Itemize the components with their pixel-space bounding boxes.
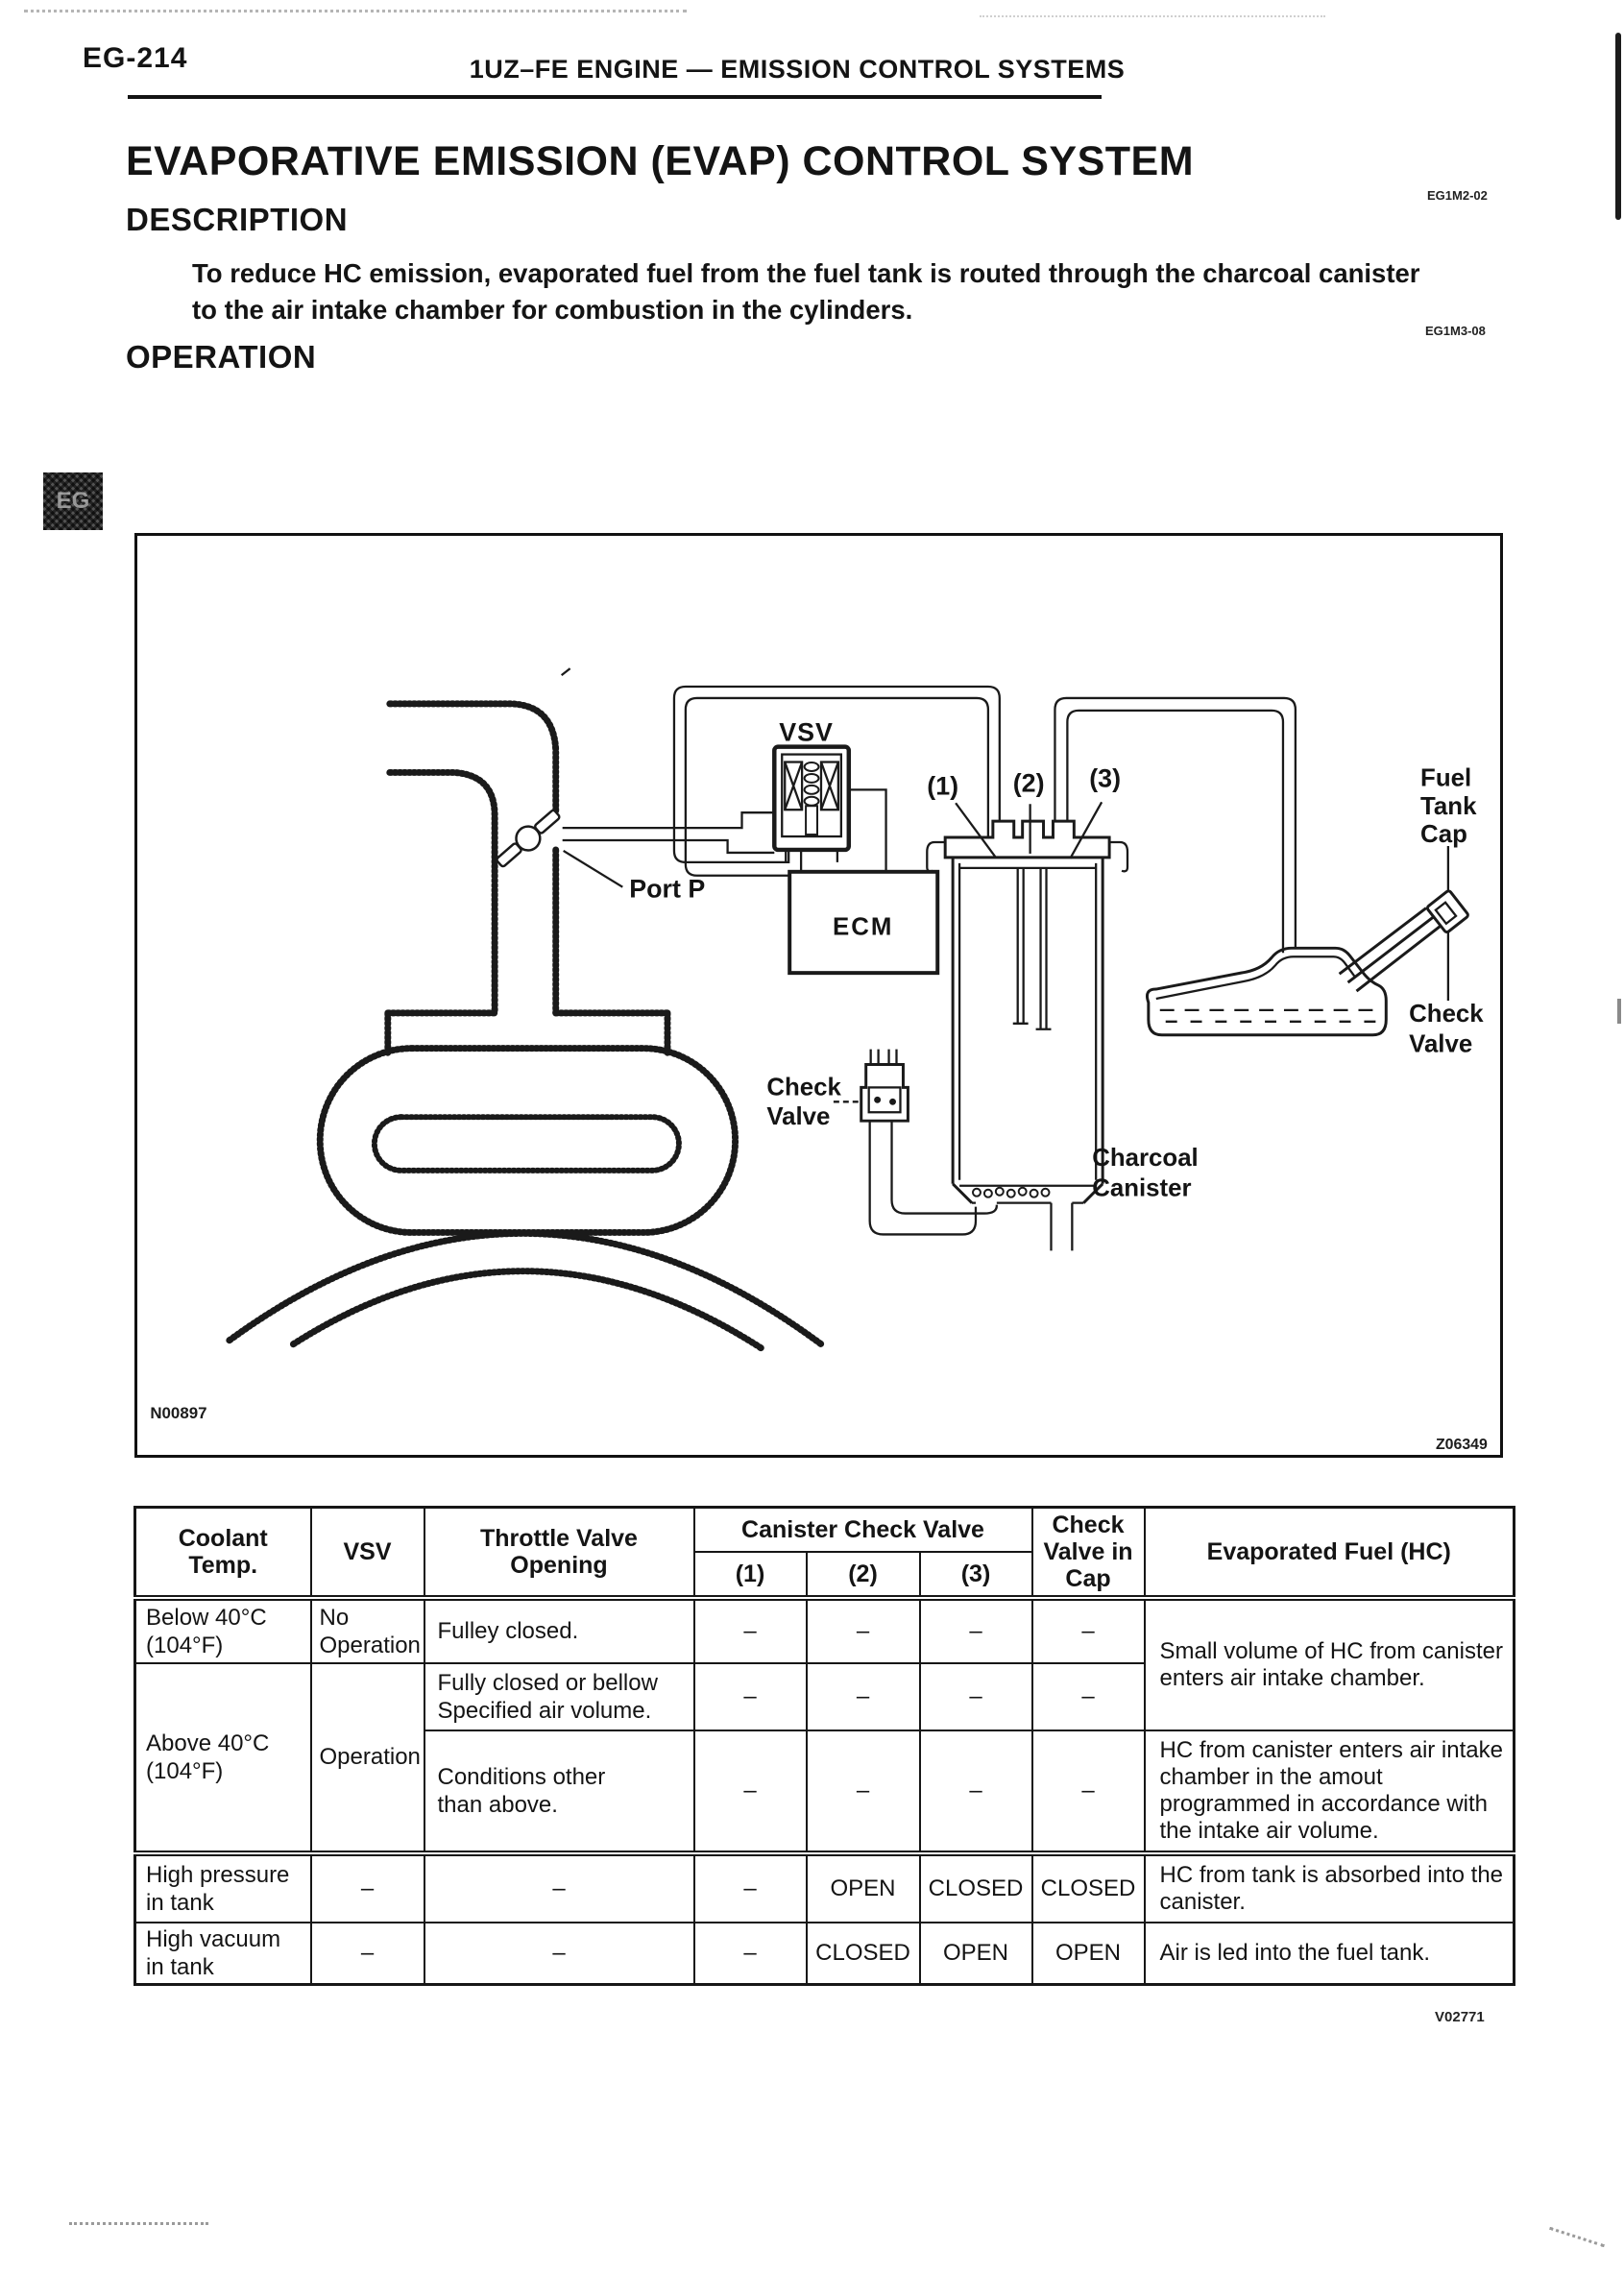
cell-valve2: – [807,1730,920,1853]
cell-vsv: – [311,1853,424,1923]
scan-artifact [980,15,1325,17]
col-header-canister-check-valve: Canister Check Valve [694,1508,1032,1552]
col-header-vsv: VSV [311,1508,424,1598]
cell-evaporated-fuel: Air is led into the fuel tank. [1145,1923,1515,1985]
operation-code: EG1M3-08 [1425,324,1486,338]
figure-code-right: Z06349 [1435,1437,1488,1454]
cell-vsv: Operation [311,1663,424,1853]
scan-artifact [69,2222,208,2225]
air-intake-chamber-outline [230,668,821,1348]
section-tab-label: EG [56,488,90,514]
cell-valve2: CLOSED [807,1923,920,1985]
operation-heading: OPERATION [126,339,317,375]
cell-throttle: Conditions other than above. [424,1730,694,1853]
cell-cap: – [1032,1730,1145,1853]
ecm-label: ECM [833,913,894,941]
cell-valve3: – [920,1663,1032,1730]
check-valve-label: Check [766,1074,841,1101]
check-valve-in-cap-label: Valve [1409,1030,1473,1058]
running-header: 1UZ–FE ENGINE — EMISSION CONTROL SYSTEMS [469,55,1126,84]
cell-valve1: – [694,1853,807,1923]
col-header-valve-1: (1) [694,1552,807,1598]
table-row [135,1853,1515,1923]
col-header-throttle: Throttle Valve Opening [424,1508,694,1598]
leader-line [564,851,623,887]
check-valve-pipe [870,1121,997,1234]
col-header-evaporated-fuel: Evaporated Fuel (HC) [1145,1508,1515,1598]
cell-valve1: – [694,1598,807,1663]
charcoal-canister-label: Charcoal [1092,1144,1199,1172]
col-header-valve-2: (2) [807,1552,920,1598]
cell-valve3: – [920,1598,1032,1663]
description-line: To reduce HC emission, evaporated fuel from the fuel tank is routed through the charcoal canister [192,258,1420,288]
cell-coolant: Below 40°C (104°F) [135,1598,311,1663]
title-code: EG1M2-02 [1427,188,1488,203]
cell-throttle: – [424,1853,694,1923]
cell-vsv: No Operation [311,1598,424,1663]
cell-evaporated-fuel: Small volume of HC from canister enters air intake chamber. [1145,1598,1515,1730]
valve-2-label: (2) [1012,768,1045,798]
scan-artifact [1617,999,1621,1024]
cell-cap: CLOSED [1032,1853,1145,1923]
vsv-symbol [774,747,849,862]
check-valve-label: Valve [766,1103,831,1131]
page-code: V02771 [1435,2009,1485,2025]
charcoal-canister-label: Canister [1092,1174,1192,1202]
cell-valve2: – [807,1598,920,1663]
cell-valve1: – [694,1923,807,1985]
table-row [135,1598,1515,1663]
port-p-label: Port P [629,874,706,904]
cell-cap: OPEN [1032,1923,1145,1985]
cell-evaporated-fuel: HC from canister enters air intake chamber in the amout programmed in accordance with the intake air volume. [1145,1730,1515,1853]
canister-to-tank-hose [1054,698,1295,953]
ecm-box [789,872,937,973]
cell-evaporated-fuel: HC from tank is absorbed into the canister. [1145,1853,1515,1923]
cell-valve3: CLOSED [920,1853,1032,1923]
page-number: EG-214 [83,42,188,74]
col-header-check-valve-in-cap: Check Valve in Cap [1032,1508,1145,1598]
fuel-tank-cap-label: Tank [1420,793,1477,821]
cell-coolant: Above 40°C (104°F) [135,1663,311,1853]
scan-artifact [1549,2227,1605,2247]
cell-valve1: – [694,1730,807,1853]
check-valve-in-cap-label: Check [1409,1000,1484,1028]
cell-valve2: OPEN [807,1853,920,1923]
section-tab [43,472,103,530]
description-line: to the air intake chamber for combustion in the cylinders. [192,295,913,325]
vsv-label: VSV [779,717,834,747]
fuel-tank-outline [1147,908,1441,1035]
cell-valve3: – [920,1730,1032,1853]
check-valve-symbol [861,1050,909,1122]
valve-3-label: (3) [1089,763,1122,793]
scan-artifact [1615,33,1621,220]
fuel-tank-cap-label: Cap [1420,821,1467,848]
cell-cap: – [1032,1598,1145,1663]
col-header-valve-3: (3) [920,1552,1032,1598]
cell-cap: – [1032,1663,1145,1730]
cell-vsv: – [311,1923,424,1985]
fuel-tank-cap-label: Fuel [1420,764,1472,792]
cell-throttle: Fulley closed. [424,1598,694,1663]
header-rule [128,95,1102,99]
page-title: EVAPORATIVE EMISSION (EVAP) CONTROL SYSTEM [126,138,1195,184]
cell-valve2: – [807,1663,920,1730]
cell-valve1: – [694,1663,807,1730]
valve-1-label: (1) [927,771,959,801]
col-header-coolant-temp: Coolant Temp. [135,1508,311,1598]
cell-coolant: High vacuum in tank [135,1923,311,1985]
cell-coolant: High pressure in tank [135,1853,311,1923]
scan-artifact [24,10,687,12]
cell-valve3: OPEN [920,1923,1032,1985]
description-paragraph [192,255,1537,328]
figure-code-left: N00897 [150,1404,207,1423]
port-p-hose [563,812,775,853]
operation-table [133,1506,1515,1986]
description-heading: DESCRIPTION [126,202,349,237]
table-row [135,1923,1515,1985]
fuel-tank-cap-symbol [1426,890,1468,933]
system-diagram [134,533,1503,1458]
cell-throttle: Fully closed or bellow Specified air volume. [424,1663,694,1730]
cell-throttle: – [424,1923,694,1985]
